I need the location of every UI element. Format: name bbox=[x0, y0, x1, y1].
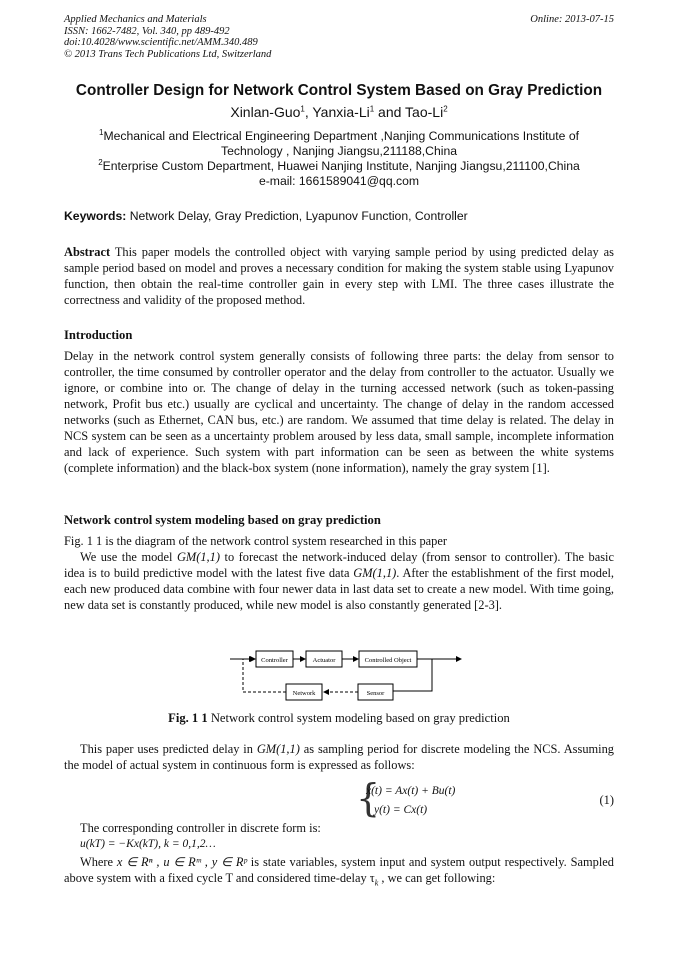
affiliation-1 bbox=[0, 129, 678, 158]
where-b: is state variables, system input and system output respectively. bbox=[246, 855, 567, 869]
gm-model-3: GM(1,1) bbox=[256, 742, 300, 756]
equation-1-line-2: y(t) = Cx(t) bbox=[374, 804, 428, 816]
sampled-end: , we can get following: bbox=[378, 871, 496, 885]
abstract-label: Abstract bbox=[64, 245, 111, 259]
ncs-diagram bbox=[225, 645, 470, 703]
issn: ISSN: 1662-7482, Vol. 340, pp 489-492 bbox=[64, 25, 230, 37]
copyright: © 2013 Trans Tech Publications Ltd, Switzerland bbox=[64, 48, 272, 60]
aff-1-line-2: Technology , Nanjing Jiangsu,211188,China bbox=[220, 143, 457, 158]
authors bbox=[0, 104, 678, 120]
intro-text: Delay in the network control system generally consists of following three parts: the delay from sensor to controller, the time consumed by controller operator and the delay from controller to the actuator. Usually we ignore, or combine into or. The change of delay in the turning accessed network (such as token-passing network, Profit bus etc.) usually are cyclical and uncertainty. The change of delay in the random accessed networks (such as Ethernet, CAN bus, etc.) are random. We assumed that time delay is related. The delay in NCS system can be seen as a uncertainty problem aroused by less data, small sample, incomplete information and lack of experience. Such system with part information can be seen as between the white systems (complete information) and the black-box system (none information), namely the gray system [1]. bbox=[64, 349, 614, 475]
aff-1-sup: 1 bbox=[98, 127, 104, 137]
p3-a: This paper uses predicted delay in bbox=[80, 742, 257, 756]
equation-1-line-1: ẋ(t) = Ax(t) + Bu(t) bbox=[366, 785, 456, 797]
equation-brace: { bbox=[356, 776, 381, 820]
author-3: and Tao-Li bbox=[374, 104, 444, 120]
intro-heading: Introduction bbox=[64, 328, 133, 342]
keywords bbox=[64, 209, 468, 223]
sensor-label: Sensor bbox=[366, 690, 385, 697]
author-1-sup: 1 bbox=[300, 104, 305, 114]
affiliation-2 bbox=[0, 159, 678, 188]
controlled-object-label: Controlled Object bbox=[364, 657, 412, 664]
p2-b: to forecast the network-induced delay (from sensor to controller). The basic idea is to build predictive model with the latest five data bbox=[64, 550, 615, 580]
author-2-sup: 1 bbox=[369, 104, 375, 114]
controller-equation: u(kT) = −Kx(kT), k = 0,1,2… bbox=[80, 838, 216, 850]
doi: doi:10.4028/www.scientific.net/AMM.340.489 bbox=[64, 37, 258, 48]
figure-caption-text: Network control system modeling based on gray prediction bbox=[207, 711, 510, 725]
network-label: Network bbox=[292, 690, 316, 697]
journal-name: Applied Mechanics and Materials bbox=[64, 14, 207, 25]
author-3-sup: 2 bbox=[443, 104, 448, 114]
gm-model-2: GM(1,1) bbox=[353, 566, 397, 580]
journal-header bbox=[64, 14, 271, 60]
keywords-label: Keywords: bbox=[64, 209, 127, 223]
author-1: Xinlan-Guo bbox=[230, 104, 301, 120]
p2-a: We use the model bbox=[80, 550, 177, 564]
controller-label: Controller bbox=[261, 657, 288, 664]
figure-label: Fig. 1 1 bbox=[168, 711, 208, 725]
author-2: , Yanxia-Li bbox=[304, 104, 370, 120]
where-paragraph bbox=[64, 854, 614, 891]
actuator-label: Actuator bbox=[312, 657, 336, 664]
section-2-heading: Network control system modeling based on gray prediction bbox=[64, 513, 381, 527]
where-vars: x ∈ Rⁿ , u ∈ Rᵐ , y ∈ Rᵖ bbox=[116, 855, 247, 869]
p3-b: as sampling period for discrete modeling the NCS. Assuming the model of actual system in continuous form is expressed as follows: bbox=[64, 742, 614, 772]
equation-1 bbox=[366, 782, 455, 820]
paper-title: Controller Design for Network Control System Based on Gray Prediction bbox=[75, 82, 603, 99]
sampled-text: Sampled above system with a fixed cycle T and considered time-delay τ bbox=[64, 855, 615, 885]
aff-2-sup: 2 bbox=[98, 157, 103, 167]
controller-intro-line: The corresponding controller in discrete form is: bbox=[80, 821, 321, 835]
section-2-paragraph bbox=[64, 549, 614, 613]
where-a: Where bbox=[80, 855, 117, 869]
gm-model-1: GM(1,1) bbox=[176, 550, 220, 564]
aff-1-line-1: Mechanical and Electrical Engineering Department ,Nanjing Communications Institute of bbox=[103, 129, 579, 143]
abstract-text: This paper models the controlled object with varying sample period by using predicted delay as sample period based on model and proves a necessary condition for making the system stable using Lyapunov function, then obtain the real-time controller gain in every step with LMI. The three cases illustrate the correctness and validity of the proposed method. bbox=[64, 245, 614, 307]
equation-number: (1) bbox=[599, 793, 614, 807]
online-date: Online: 2013-07-15 bbox=[530, 14, 614, 25]
abstract bbox=[64, 244, 614, 308]
email: e-mail: 1661589041@qq.com bbox=[258, 173, 420, 188]
fig-ref-line: Fig. 1 1 is the diagram of the network control system researched in this paper bbox=[64, 534, 447, 548]
aff-2-line-1: Enterprise Custom Department, Huawei Nanjing Institute, Nanjing Jiangsu,211100,China bbox=[102, 159, 580, 173]
keywords-text: Network Delay, Gray Prediction, Lyapunov Function, Controller bbox=[126, 209, 468, 223]
tau-subscript: k bbox=[374, 878, 379, 888]
predicted-delay-paragraph bbox=[64, 741, 614, 773]
figure-caption bbox=[0, 711, 678, 726]
p2-c: . After the establishment of the first model, each new produced data combine with four newer data in last data set to create a new model. With time going, new data set is constantly produced, while new model is also constantly generated [2-3]. bbox=[64, 566, 614, 612]
